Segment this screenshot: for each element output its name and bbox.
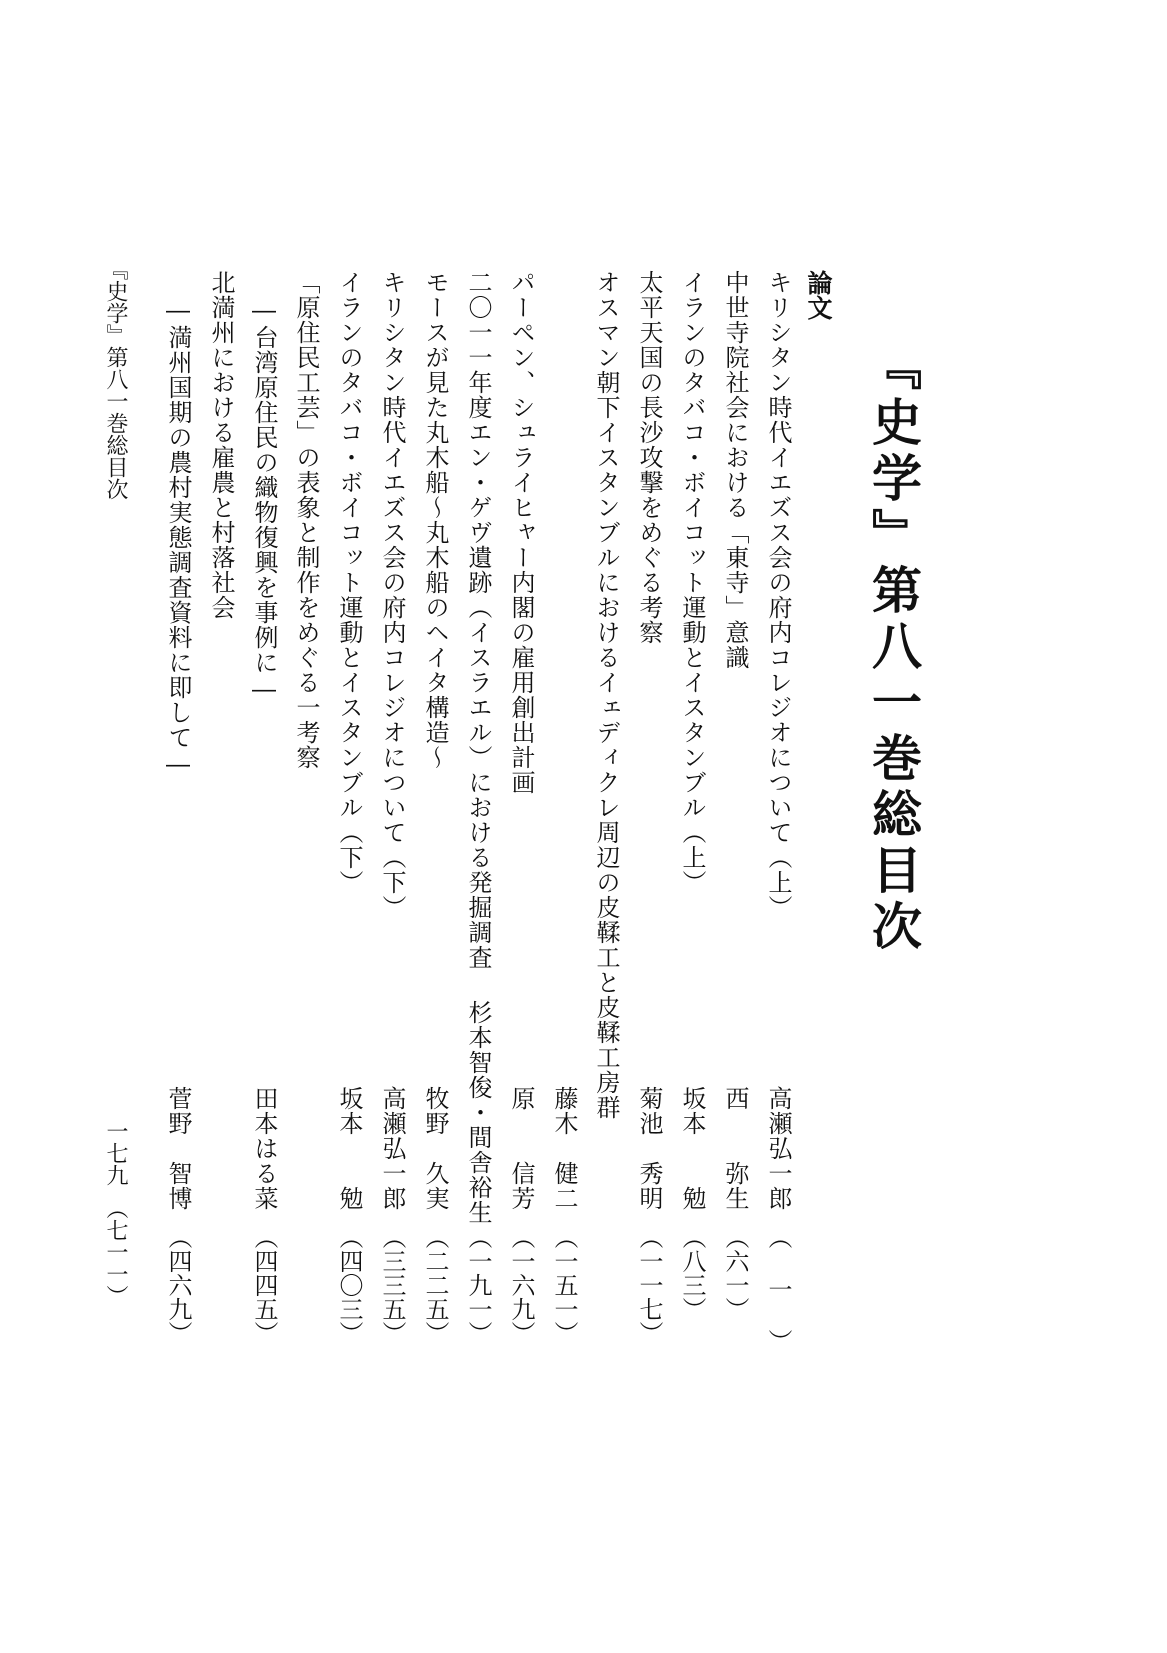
- entry-title: キリシタン時代イエズス会の府内コレジオについて（上）: [764, 270, 792, 920]
- entry-author: 坂本 勉: [335, 1086, 363, 1211]
- entry-author: 菊池 秀明: [635, 1086, 663, 1211]
- page-title: 『史学』第八一巻総目次: [864, 340, 923, 956]
- entry-title: イランのタバコ・ボイコット運動とイスタンブル（下）: [335, 270, 363, 895]
- entry-title: 中世寺院社会における「東寺」意識: [721, 270, 749, 670]
- entry-page: （四六九）: [164, 1225, 192, 1345]
- entry-title: 北満州における雇農と村落社会: [207, 270, 235, 620]
- entry-title: モースが見た丸木船～丸木船のヘイタ構造～: [421, 270, 449, 770]
- entry-title: 太平天国の長沙攻撃をめぐる考察: [635, 270, 663, 645]
- entry-subtitle: ―台湾原住民の織物復興を事例に―: [250, 296, 278, 704]
- section-heading: 論文: [804, 270, 833, 320]
- entry-title: イランのタバコ・ボイコット運動とイスタンブル（上）: [678, 270, 706, 895]
- entry-page: （四四五）: [250, 1225, 278, 1345]
- entry-page: （一一七）: [635, 1225, 663, 1345]
- footer-page-number: 一七九 （七一一）: [103, 1120, 128, 1307]
- entry-page: （一六九）: [507, 1225, 535, 1345]
- entry-title: パーペン、シュライヒャー内閣の雇用創出計画: [507, 270, 535, 795]
- entry-subtitle: ―満州国期の農村実態調査資料に即して―: [164, 296, 192, 779]
- entry-author: 坂本 勉: [678, 1086, 706, 1211]
- entry-page: （四〇三）: [335, 1225, 363, 1345]
- entry-page: （八三）: [678, 1225, 706, 1321]
- entry-page: （ 一 ）: [764, 1225, 792, 1353]
- entry-title: オスマン朝下イスタンブルにおけるイェディクレ周辺の皮鞣工と皮鞣工房群: [592, 270, 620, 1120]
- entry-page: （一五一）: [550, 1225, 578, 1345]
- footer-running-title: 『史学』第八一巻総目次: [103, 258, 128, 500]
- entry-author: 高瀬弘一郎: [764, 1086, 792, 1211]
- entry-author: 高瀬弘一郎: [378, 1086, 406, 1211]
- entry-author: 藤木 健二: [550, 1086, 578, 1211]
- entry-author: 杉本智俊・間舎裕生: [464, 1000, 492, 1225]
- entry-author: 田本はる菜: [250, 1086, 278, 1211]
- entry-author: 菅野 智博: [164, 1086, 192, 1211]
- entry-page: （二二五）: [421, 1225, 449, 1345]
- entry-title: 二〇一一年度エン・ゲヴ遺跡（イスラエル）における発掘調査: [464, 270, 492, 970]
- entry-page: （三三五）: [378, 1225, 406, 1345]
- entry-author: 西 弥生: [721, 1086, 749, 1211]
- entry-page: （六一）: [721, 1225, 749, 1321]
- entry-title: 「原住民工芸」の表象と制作をめぐる一考察: [292, 270, 320, 770]
- entry-page: （一九一）: [464, 1225, 492, 1345]
- entry-author: 原 信芳: [507, 1086, 535, 1211]
- entry-title: キリシタン時代イエズス会の府内コレジオについて（下）: [378, 270, 406, 920]
- entry-author: 牧野 久実: [421, 1086, 449, 1211]
